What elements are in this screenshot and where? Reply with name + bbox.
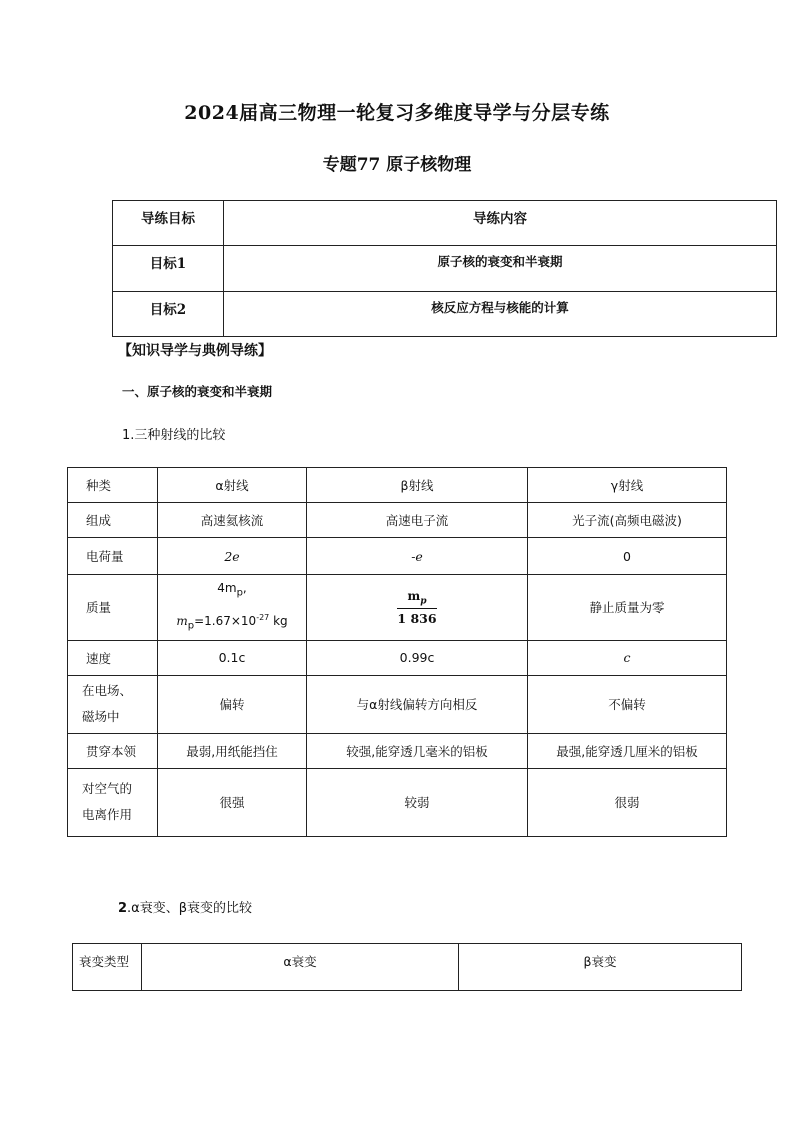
rays-composition-beta: 高速电子流 <box>307 503 528 538</box>
rays-field-alpha: 偏转 <box>158 675 307 733</box>
rays-mass-label: 质量 <box>68 575 158 641</box>
goal-2-content: 核反应方程与核能的计算 <box>224 292 777 337</box>
rays-mass-beta <box>307 575 528 641</box>
rays-header-type: 种类 <box>68 468 158 503</box>
rays-composition-label: 组成 <box>68 503 158 538</box>
heading-decay-comparison: 2.α衰变、β衰变的比较 <box>118 901 253 916</box>
rays-composition-alpha: 高速氦核流 <box>158 503 307 538</box>
table-row <box>68 538 727 575</box>
rays-penetration-label: 贯穿本领 <box>68 733 158 768</box>
table-row <box>68 733 727 768</box>
rays-penetration-alpha: 最弱,用纸能挡住 <box>158 733 307 768</box>
table-row <box>68 640 727 675</box>
document-title: 2024届高三物理一轮复习多维度导学与分层专练 <box>184 102 610 124</box>
heading-ray-comparison: 1.三种射线的比较 <box>122 428 226 443</box>
rays-field-gamma: 不偏转 <box>528 675 727 733</box>
rays-charge-beta: -e <box>307 538 528 575</box>
table-row <box>68 503 727 538</box>
goal-2-label: 目标2 <box>113 292 224 337</box>
rays-speed-gamma: c <box>528 640 727 675</box>
goal-1-content: 原子核的衰变和半衰期 <box>224 246 777 292</box>
rays-table <box>67 467 727 837</box>
rays-ionization-alpha: 很强 <box>158 768 307 836</box>
rays-ionization-label: 对空气的 电离作用 <box>68 768 158 836</box>
table-row <box>68 768 727 836</box>
rays-ionization-beta: 较弱 <box>307 768 528 836</box>
goal-header-content: 导练内容 <box>224 201 777 246</box>
rays-speed-label: 速度 <box>68 640 158 675</box>
rays-mass-alpha: $4m_p$, $m_p=1.67\times 10^{-27}$ kg <box>158 575 307 641</box>
goal-header-target: 导练目标 <box>113 201 224 246</box>
goal-1-label: 目标1 <box>113 246 224 292</box>
table-row <box>68 575 727 641</box>
rays-speed-alpha: 0.1c <box>158 640 307 675</box>
table-row <box>113 201 777 246</box>
decay-header-beta: β衰变 <box>459 944 742 991</box>
rays-field-beta: 与α射线偏转方向相反 <box>307 675 528 733</box>
rays-charge-alpha: 2e <box>158 538 307 575</box>
heading-decay-halflife: 一、原子核的衰变和半衰期 <box>122 384 273 399</box>
rays-charge-gamma: 0 <box>528 538 727 575</box>
document-subtitle: 专题77 原子核物理 <box>322 155 472 175</box>
rays-charge-label: 电荷量 <box>68 538 158 575</box>
decay-header-alpha: α衰变 <box>142 944 459 991</box>
rays-field-label: 在电场、 磁场中 <box>68 675 158 733</box>
decay-table <box>72 943 742 991</box>
decay-header-type: 衰变类型 <box>73 944 142 991</box>
rays-speed-beta: 0.99c <box>307 640 528 675</box>
rays-header-beta: β射线 <box>307 468 528 503</box>
table-row <box>113 292 777 337</box>
goal-table <box>112 200 777 337</box>
rays-composition-gamma: 光子流(高频电磁波) <box>528 503 727 538</box>
rays-penetration-gamma: 最强,能穿透几厘米的铝板 <box>528 733 727 768</box>
table-row <box>113 246 777 292</box>
table-row <box>68 675 727 733</box>
rays-mass-gamma: 静止质量为零 <box>528 575 727 641</box>
section-title: 【知识导学与典例导练】 <box>118 343 272 359</box>
rays-penetration-beta: 较强,能穿透几毫米的铝板 <box>307 733 528 768</box>
mass-fraction: $\frac{m_p}{1 836}$ <box>397 589 437 626</box>
table-row <box>68 468 727 503</box>
rays-ionization-gamma: 很弱 <box>528 768 727 836</box>
rays-header-alpha: α射线 <box>158 468 307 503</box>
rays-header-gamma: γ射线 <box>528 468 727 503</box>
table-row <box>73 944 742 991</box>
